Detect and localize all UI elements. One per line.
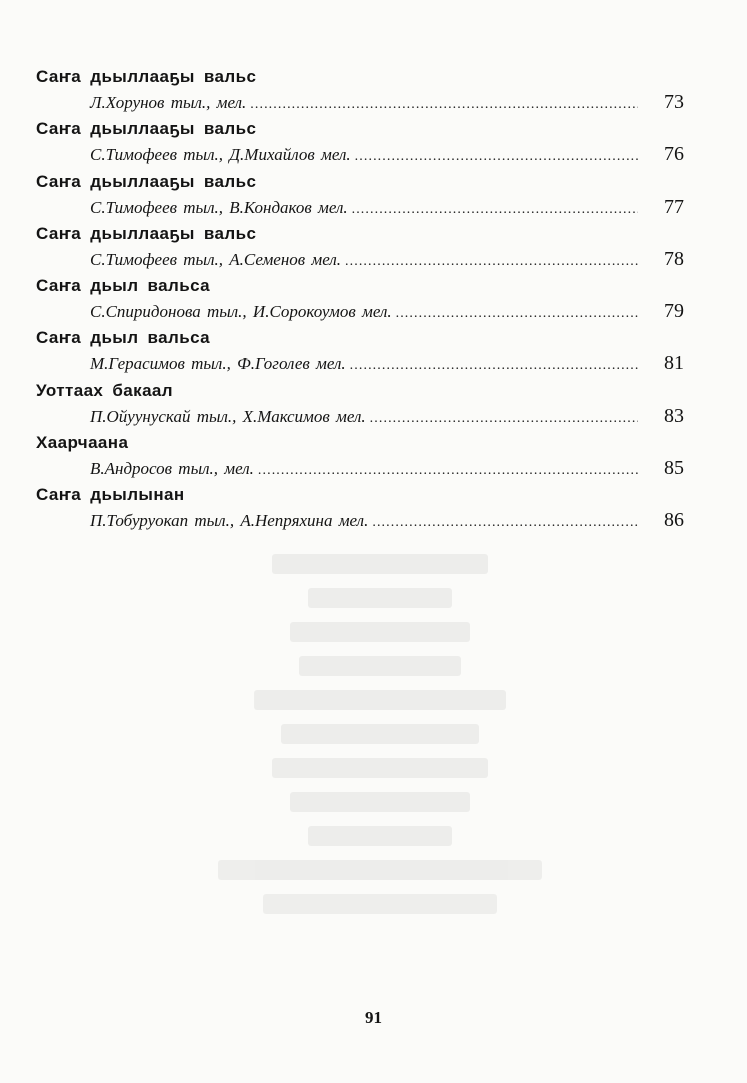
song-authors: П.Тобуруокап тыл., А.Непряхина мел.: [90, 511, 369, 531]
toc-line: [36, 298, 684, 324]
song-title: Уоттаах бакаал: [36, 380, 173, 400]
toc-entry: [36, 273, 684, 325]
toc-entry: [36, 221, 684, 273]
song-authors: М.Герасимов тыл., Ф.Гоголев мел.: [90, 354, 346, 374]
page-ref: 73: [664, 91, 684, 113]
toc-line: [36, 246, 684, 272]
leader-dots: [250, 92, 638, 118]
song-authors: С.Спиридонова тыл., И.Сорокоумов мел.: [90, 302, 392, 322]
page-number: 91: [365, 1008, 382, 1027]
leader-dots: [352, 197, 638, 223]
song-authors: П.Ойуунускай тыл., Х.Максимов мел.: [90, 406, 366, 426]
song-title: Саҥа дьылынан: [36, 485, 185, 505]
song-title: Хаарчаана: [36, 433, 129, 453]
toc-line: [36, 141, 684, 167]
toc-line: [36, 89, 684, 115]
leader-dots: [345, 249, 638, 275]
leader-dots: [258, 458, 638, 484]
toc-line: [36, 194, 684, 220]
song-title: Саҥа дьыл вальса: [36, 276, 210, 296]
page-ref: 86: [664, 509, 684, 532]
toc-entry: [36, 64, 684, 116]
song-title: Саҥа дьыллааҕы вальс: [36, 67, 257, 86]
toc-entry: [36, 482, 684, 534]
leader-dots: [355, 144, 638, 170]
page-ref: 78: [664, 247, 684, 270]
leader-dots: [396, 301, 638, 327]
toc-line: [36, 403, 684, 429]
song-title: Саҥа дьыллааҕы вальс: [36, 119, 257, 139]
page-ref: 76: [664, 143, 684, 166]
song-title: Саҥа дьыл вальса: [36, 328, 210, 348]
page-ref: 79: [664, 300, 684, 323]
toc-entry: [36, 378, 684, 430]
page-ref: 83: [664, 404, 684, 427]
toc-line: [36, 507, 684, 533]
song-title: Саҥа дьыллааҕы вальс: [36, 171, 257, 191]
song-authors: С.Тимофеев тыл., Д.Михайлов мел.: [90, 145, 351, 165]
page-ref: 85: [664, 457, 684, 480]
toc-line: [36, 350, 684, 376]
leader-dots: [350, 353, 638, 379]
leader-dots: [370, 406, 638, 432]
song-authors: Л.Хорунов тыл., мел.: [90, 93, 247, 112]
song-authors: С.Тимофеев тыл., В.Кондаков мел.: [90, 197, 348, 217]
page-ref: 81: [664, 352, 684, 375]
leader-dots: [372, 510, 638, 536]
page-ref: 77: [664, 195, 684, 218]
song-authors: В.Андросов тыл., мел.: [90, 459, 254, 479]
table-of-contents: [36, 64, 684, 535]
song-title: Саҥа дьыллааҕы вальс: [36, 223, 257, 243]
toc-entry: [36, 325, 684, 377]
toc-line: [36, 455, 684, 481]
show-through-background: [200, 540, 560, 990]
toc-entry: [36, 116, 684, 168]
toc-entry: [36, 169, 684, 221]
toc-entry: [36, 430, 684, 482]
song-authors: С.Тимофеев тыл., А.Семенов мел.: [90, 249, 342, 269]
